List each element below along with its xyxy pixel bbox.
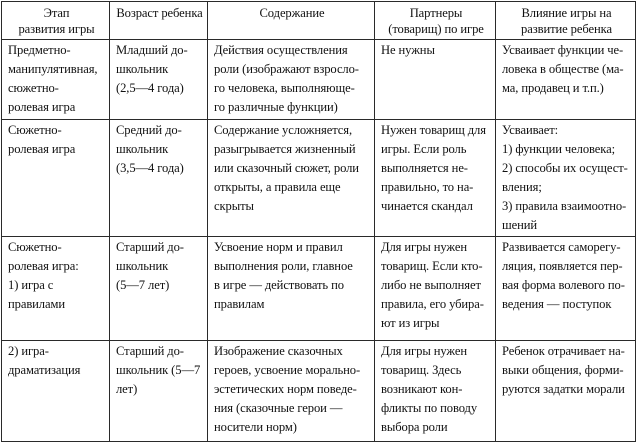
cell-influence: Ребенок отрачивает на- выки общения, форми- руются задатки морали <box>496 341 636 442</box>
header-age: Возраст ребенка <box>110 2 208 40</box>
header-partners: Партнеры (товарищ) по игре <box>375 2 496 40</box>
table-row <box>2 341 636 442</box>
cell-age: Старший до- школьник (5—7 лет) <box>110 341 208 442</box>
cell-age: Средний до- школьник (3,5—4 года) <box>110 120 208 237</box>
cell-stage: Сюжетно- ролевая игра: 1) игра с правилами <box>2 237 110 341</box>
cell-content: Действия осуществления роли (изображают взросло- го человека, выполняюще- го различные функции) <box>208 40 375 120</box>
table-header-row <box>2 2 636 40</box>
cell-age: Старший до- школьник (5—7 лет) <box>110 237 208 341</box>
cell-stage: Сюжетно- ролевая игра <box>2 120 110 237</box>
cell-content: Содержание усложняется, разыгрывается жизненный или сказочный сюжет, роли открыты, а правила еще скрыты <box>208 120 375 237</box>
cell-age: Младший до- школьник (2,5—4 года) <box>110 40 208 120</box>
table-row <box>2 120 636 237</box>
cell-partners: Для игры нужен товарищ. Если кто- либо не выполняет правила, его убира- ют из игры <box>375 237 496 341</box>
cell-stage: Предметно- манипулятивная, сюжетно- ролевая игра <box>2 40 110 120</box>
table-row <box>2 237 636 341</box>
header-stage: Этап развития игры <box>2 2 110 40</box>
cell-influence: Усваивает: 1) функции человека; 2) способы их осущест- вления; 3) правила взаимоотно- шений <box>496 120 636 237</box>
game-development-table <box>1 1 636 442</box>
cell-partners: Нужен товарищ для игры. Если роль выполняется не- правильно, то на- чинается скандал <box>375 120 496 237</box>
cell-content: Изображение сказочных героев, усвоение морально- эстетических норм поведе- ния (сказочные герои — носители норм) <box>208 341 375 442</box>
header-influence: Влияние игры на развитие ребенка <box>496 2 636 40</box>
cell-influence: Усваивает функции че- ловека в обществе (ма- ма, продавец и т.п.) <box>496 40 636 120</box>
cell-content: Усвоение норм и правил выполнения роли, главное в игре — действовать по правилам <box>208 237 375 341</box>
cell-influence: Развивается саморегу- ляция, появляется пер- вая форма волевого по- ведения — поступок <box>496 237 636 341</box>
cell-partners: Для игры нужен товарищ. Здесь возникают кон- фликты по поводу выбора роли <box>375 341 496 442</box>
cell-partners: Не нужны <box>375 40 496 120</box>
table-row <box>2 40 636 120</box>
cell-stage: 2) игра- драматизация <box>2 341 110 442</box>
header-content: Содержание <box>208 2 375 40</box>
